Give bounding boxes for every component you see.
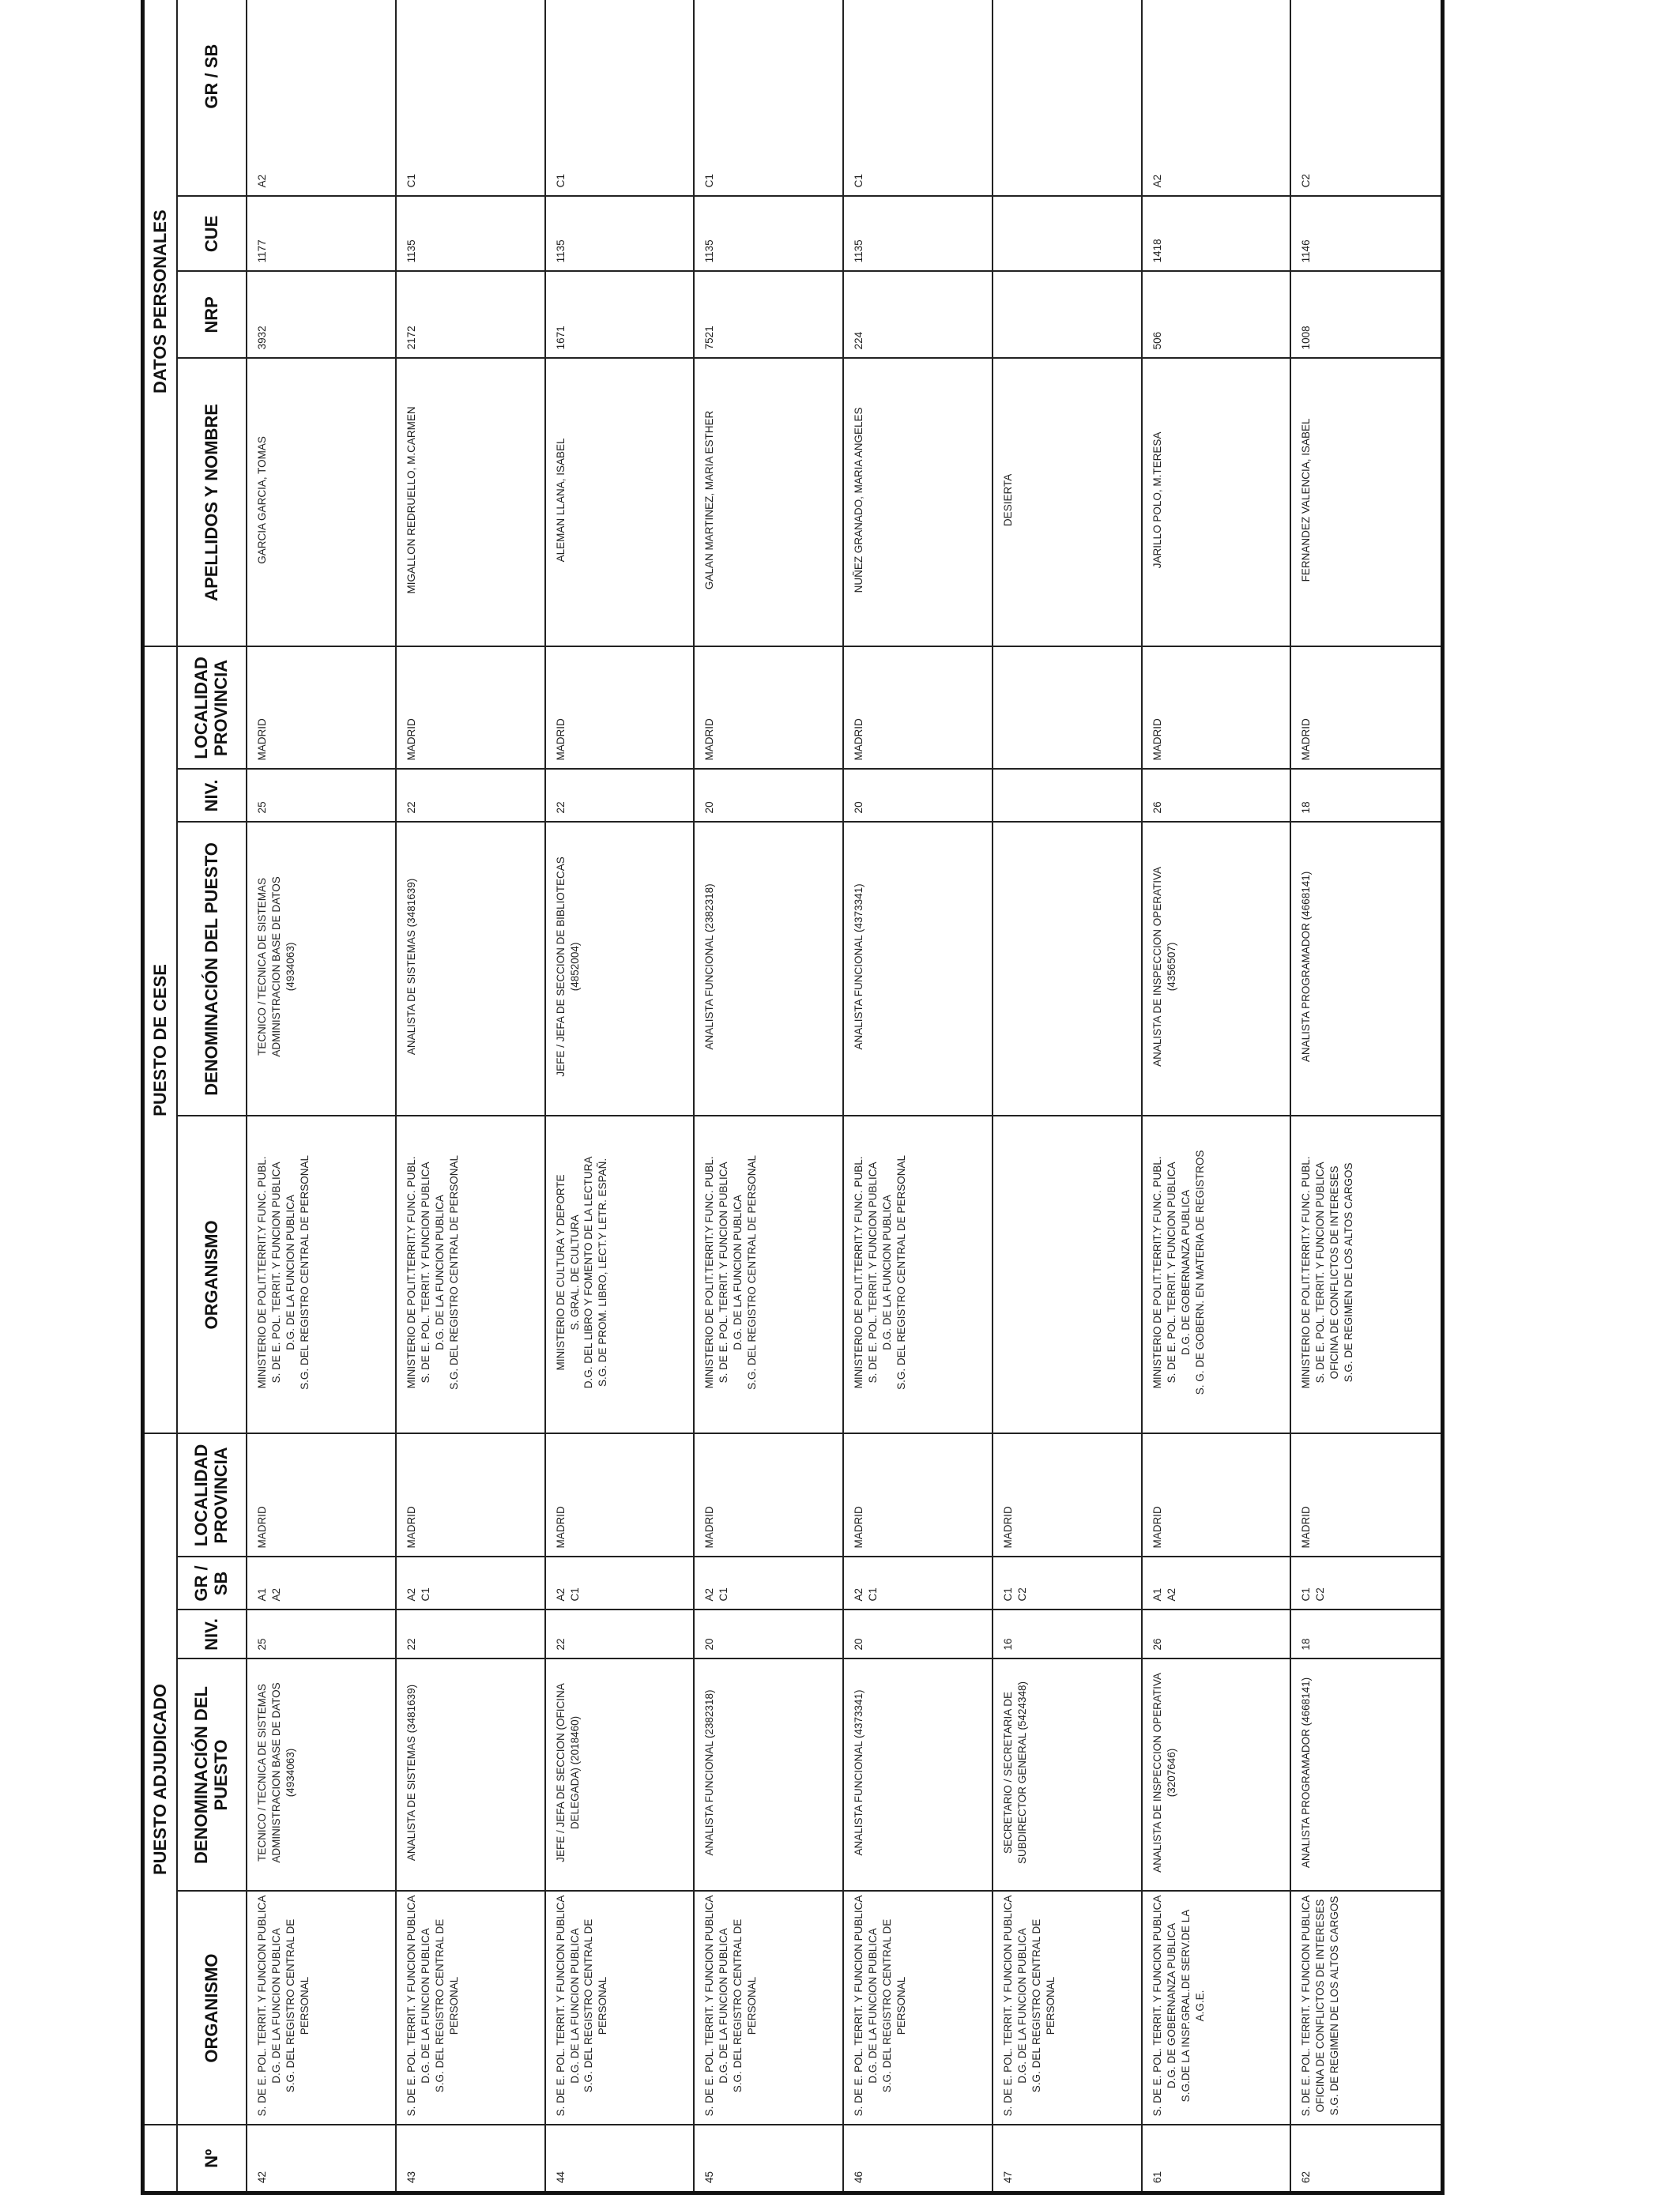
cell-adj-organismo-line: S. DE E. POL. TERRIT. Y FUNCION PUBLICA (703, 1895, 716, 2117)
cell-adj-denominacion-line: (4934063) (284, 1748, 296, 1798)
column-header-cue: CUE (177, 196, 247, 271)
table-row (396, 0, 545, 2193)
cell-adj-gr-sb-line: A2 (853, 1587, 865, 1602)
cell-adj-organismo (247, 1892, 396, 2125)
cell-adj-gr-sb-line: C1 (568, 1587, 581, 1602)
cell-nrp: 1008 (1290, 271, 1442, 358)
blank-corner (143, 2125, 178, 2193)
cell-adj-denominacion (1290, 1659, 1442, 1892)
cell-adj-denominacion-line: ADMINISTRACION BASE DE DATOS (269, 1682, 282, 1863)
cell-cue: 1135 (694, 196, 843, 271)
cell-adj-gr-sb-line: A2 (405, 1587, 417, 1602)
cell-adj-gr-sb-line: C1 (419, 1587, 431, 1602)
cell-ces-organismo-line: MINISTERIO DE POLIT.TERRIT.Y FUNC. PUBL. (703, 1156, 716, 1389)
cell-ces-niv: 25 (247, 769, 396, 822)
cell-cue (993, 196, 1142, 271)
group-header-puesto-adjudicado: PUESTO ADJUDICADO (143, 1433, 178, 2125)
cell-ces-localidad: MADRID (843, 646, 993, 769)
cell-ces-organismo-line: D.G. DE LA FUNCION PUBLICA (881, 1195, 894, 1350)
cell-num: 46 (843, 2125, 993, 2193)
column-header-ces-organismo: ORGANISMO (177, 1116, 247, 1433)
table-row (843, 0, 993, 2193)
cell-adj-denominacion-line: SUBDIRECTOR GENERAL (5424348) (1015, 1681, 1028, 1865)
cell-adj-organismo-line: S. DE E. POL. TERRIT. Y FUNCION PUBLICA (1001, 1895, 1014, 2117)
cell-ces-organismo-line: OFICINA DE CONFLICTOS DE INTERESES (1328, 1165, 1341, 1380)
cell-ces-denominacion-line: JEFE / JEFA DE SECCION DE BIBLIOTECAS (554, 857, 567, 1077)
cell-adj-gr-sb (694, 1557, 843, 1610)
cell-ces-organismo-line: S.G. DEL REGISTRO CENTRAL DE PERSONAL (447, 1155, 460, 1390)
cell-gr-sb: C1 (843, 0, 993, 196)
cell-adj-organismo-line: OFICINA DE CONFLICTOS DE INTERESES (1314, 1899, 1327, 2113)
cell-adj-organismo (694, 1892, 843, 2125)
cell-nrp: 7521 (694, 271, 843, 358)
cell-adj-denominacion (396, 1659, 545, 1892)
cell-ces-organismo (1142, 1116, 1291, 1433)
cell-adj-denominacion-line: SECRETARIO / SECRETARIA DE (1001, 1691, 1014, 1854)
column-header-gr-sb: GR / SB (177, 0, 247, 196)
cell-gr-sb: C2 (1290, 0, 1442, 196)
cell-ces-organismo (247, 1116, 396, 1433)
cell-ces-organismo-line: S. G. DE GOBERN. EN MATERIA DE REGISTROS (1193, 1150, 1206, 1395)
cell-adj-denominacion (1142, 1659, 1291, 1892)
cell-adj-organismo-line: S.G. DEL REGISTRO CENTRAL DE PERSONAL (881, 1918, 907, 2093)
cell-nrp: 3932 (247, 271, 396, 358)
cell-adj-niv: 25 (247, 1610, 396, 1659)
cell-adj-denominacion-line: ANALISTA DE SISTEMAS (3481639) (405, 1684, 417, 1862)
column-header-adj-organismo: ORGANISMO (177, 1892, 247, 2125)
cell-ces-denominacion-line: ANALISTA FUNCIONAL (2382318) (703, 883, 716, 1050)
cell-adj-organismo-line: S.G.DE LA INSP.GRAL.DE SERV.DE LA A.G.E. (1179, 1909, 1206, 2103)
cell-adj-organismo-line: D.G. DE GOBERNANZA PUBLICA (1165, 1922, 1177, 2089)
cell-ces-organismo-line: MINISTERIO DE POLIT.TERRIT.Y FUNC. PUBL. (853, 1156, 865, 1389)
cell-ces-denominacion (396, 822, 545, 1116)
column-header-ces-niv: NIV. (177, 769, 247, 822)
cell-adj-organismo-line: S.G. DEL REGISTRO CENTRAL DE PERSONAL (1030, 1918, 1057, 2093)
column-header-ces-denominacion: DENOMINACIÓN DEL PUESTO (177, 822, 247, 1116)
cell-apellidos-nombre: DESIERTA (993, 358, 1142, 646)
cell-adj-organismo-line: S.G. DE REGIMEN DE LOS ALTOS CARGOS (1328, 1896, 1341, 2116)
column-header-adj-localidad: LOCALIDAD PROVINCIA (177, 1433, 247, 1557)
cell-adj-denominacion (694, 1659, 843, 1892)
cell-adj-denominacion (247, 1659, 396, 1892)
cell-adj-localidad: MADRID (1290, 1433, 1442, 1557)
cell-ces-organismo (1290, 1116, 1442, 1433)
cell-adj-gr-sb (396, 1557, 545, 1610)
cell-ces-organismo-line: S.G. DE REGIMEN DE LOS ALTOS CARGOS (1343, 1162, 1355, 1383)
cell-ces-organismo-line: S.G. DE PROM. LIBRO, LECT.Y LETR. ESPAÑ. (597, 1158, 609, 1387)
cell-adj-gr-sb (247, 1557, 396, 1610)
table-row (694, 0, 843, 2193)
column-header-apellidos-nombre: APELLIDOS Y NOMBRE (177, 358, 247, 646)
cell-apellidos-nombre: GARCIA GARCIA, TOMAS (247, 358, 396, 646)
cell-ces-denominacion-line: ANALISTA PROGRAMADOR (4668141) (1300, 871, 1313, 1063)
cell-cue: 1146 (1290, 196, 1442, 271)
column-header-adj-gr-sb: GR / SB (177, 1557, 247, 1610)
cell-ces-denominacion-line: ADMINISTRACION BASE DE DATOS (269, 876, 282, 1057)
column-header-nrp: NRP (177, 271, 247, 358)
cell-ces-localidad: MADRID (694, 646, 843, 769)
cell-adj-gr-sb-line: A2 (554, 1587, 567, 1602)
cell-adj-gr-sb-line: A1 (256, 1587, 268, 1602)
cell-ces-organismo-line: D.G. DEL LIBRO Y FOMENTO DE LA LECTURA (582, 1156, 595, 1389)
cell-adj-localidad: MADRID (1142, 1433, 1291, 1557)
cell-adj-organismo (545, 1892, 695, 2125)
cell-adj-organismo-line: S. DE E. POL. TERRIT. Y FUNCION PUBLICA (853, 1895, 865, 2117)
column-header-ces-localidad: LOCALIDAD PROVINCIA (177, 646, 247, 769)
cell-adj-gr-sb-line: C1 (867, 1587, 880, 1602)
table-row (993, 0, 1142, 2193)
cell-adj-localidad: MADRID (247, 1433, 396, 1557)
cell-gr-sb (993, 0, 1142, 196)
cell-ces-localidad: MADRID (1142, 646, 1291, 769)
cell-ces-organismo-line: MINISTERIO DE POLIT.TERRIT.Y FUNC. PUBL. (1151, 1156, 1163, 1389)
cell-adj-organismo-line: S. DE E. POL. TERRIT. Y FUNCION PUBLICA (405, 1895, 417, 2117)
cell-ces-denominacion (1142, 822, 1291, 1116)
cell-ces-niv: 18 (1290, 769, 1442, 822)
column-header-adj-niv: NIV. (177, 1610, 247, 1659)
cell-ces-denominacion-line: (4934063) (284, 942, 296, 992)
cell-ces-denominacion (694, 822, 843, 1116)
column-header-row (177, 0, 247, 2193)
cell-num: 43 (396, 2125, 545, 2193)
cell-adj-niv: 20 (694, 1610, 843, 1659)
cell-ces-niv: 22 (396, 769, 545, 822)
cell-adj-niv: 18 (1290, 1610, 1442, 1659)
cell-ces-localidad: MADRID (1290, 646, 1442, 769)
cell-ces-denominacion-line: ANALISTA DE SISTEMAS (3481639) (405, 878, 417, 1056)
cell-ces-organismo-line: S. GRAL. DE CULTURA (568, 1214, 581, 1331)
cell-ces-organismo (843, 1116, 993, 1433)
cell-num: 45 (694, 2125, 843, 2193)
cell-adj-gr-sb-line: A2 (1165, 1587, 1177, 1602)
cell-adj-denominacion-line: JEFE / JEFA DE SECCION (OFICINA (554, 1683, 567, 1862)
cell-adj-organismo (993, 1892, 1142, 2125)
cell-gr-sb: A2 (247, 0, 396, 196)
cell-adj-organismo-line: D.G. DE LA FUNCION PUBLICA (419, 1928, 431, 2084)
cell-adj-gr-sb-line: C1 (1001, 1587, 1014, 1602)
cell-ces-localidad: MADRID (396, 646, 545, 769)
cell-adj-localidad: MADRID (993, 1433, 1142, 1557)
cell-adj-gr-sb (545, 1557, 695, 1610)
table-row (1290, 0, 1442, 2193)
cell-cue: 1418 (1142, 196, 1291, 271)
cell-adj-gr-sb-line: C1 (1300, 1587, 1313, 1602)
cell-gr-sb: C1 (545, 0, 695, 196)
cell-nrp: 2172 (396, 271, 545, 358)
cell-ces-niv: 20 (843, 769, 993, 822)
cell-adj-gr-sb-line: C1 (718, 1587, 730, 1602)
cell-adj-organismo (1142, 1892, 1291, 2125)
cell-adj-denominacion (545, 1659, 695, 1892)
cell-adj-organismo-line: D.G. DE LA FUNCION PUBLICA (269, 1928, 282, 2084)
table-row (247, 0, 396, 2193)
cell-adj-gr-sb (993, 1557, 1142, 1610)
table-row (545, 0, 695, 2193)
cell-apellidos-nombre: MIGALLON REDRUELLO, M.CARMEN (396, 358, 545, 646)
cell-gr-sb: A2 (1142, 0, 1291, 196)
cell-ces-organismo-line: S. DE E. POL. TERRIT. Y FUNCION PUBLICA (269, 1162, 282, 1384)
cell-adj-denominacion-line: (3207646) (1165, 1748, 1177, 1798)
cell-adj-organismo-line: S. DE E. POL. TERRIT. Y FUNCION PUBLICA (256, 1895, 268, 2117)
cell-ces-organismo-line: S.G. DEL REGISTRO CENTRAL DE PERSONAL (895, 1155, 907, 1390)
cell-adj-organismo-line: S. DE E. POL. TERRIT. Y FUNCION PUBLICA (1151, 1895, 1163, 2117)
cell-adj-niv: 22 (396, 1610, 545, 1659)
table-row (1142, 0, 1291, 2193)
cell-num: 42 (247, 2125, 396, 2193)
cell-ces-denominacion (1290, 822, 1442, 1116)
cell-apellidos-nombre: GALAN MARTINEZ, MARIA ESTHER (694, 358, 843, 646)
cell-adj-niv: 26 (1142, 1610, 1291, 1659)
cell-adj-gr-sb (1142, 1557, 1291, 1610)
cell-ces-niv: 22 (545, 769, 695, 822)
cell-adj-denominacion (843, 1659, 993, 1892)
cell-adj-niv: 22 (545, 1610, 695, 1659)
cell-apellidos-nombre: NUÑEZ GRANADO, MARIA ANGELES (843, 358, 993, 646)
cell-ces-localidad: MADRID (247, 646, 396, 769)
cell-ces-denominacion-line: (4852004) (568, 942, 581, 992)
cell-ces-denominacion-line: (4356507) (1165, 942, 1177, 992)
cell-adj-localidad: MADRID (694, 1433, 843, 1557)
cell-adj-organismo-line: D.G. DE LA FUNCION PUBLICA (718, 1928, 730, 2084)
column-header-num: Nº (177, 2125, 247, 2193)
cell-num: 62 (1290, 2125, 1442, 2193)
cell-ces-organismo-line: MINISTERIO DE POLIT.TERRIT.Y FUNC. PUBL. (405, 1156, 417, 1389)
cell-adj-gr-sb (1290, 1557, 1442, 1610)
cell-adj-niv: 16 (993, 1610, 1142, 1659)
cell-adj-denominacion-line: ANALISTA PROGRAMADOR (4668141) (1300, 1677, 1313, 1869)
cell-apellidos-nombre: JARILLO POLO, M.TERESA (1142, 358, 1291, 646)
cell-ces-organismo-line: MINISTERIO DE POLIT.TERRIT.Y FUNC. PUBL. (256, 1156, 268, 1389)
cell-adj-niv: 20 (843, 1610, 993, 1659)
cell-adj-organismo-line: S.G. DEL REGISTRO CENTRAL DE PERSONAL (732, 1918, 759, 2093)
group-header-row (143, 0, 178, 2193)
cell-adj-localidad: MADRID (843, 1433, 993, 1557)
cell-ces-organismo-line: S.G. DEL REGISTRO CENTRAL DE PERSONAL (746, 1155, 759, 1390)
cell-adj-gr-sb-line: A2 (269, 1587, 282, 1602)
rotated-document (141, 5, 1445, 2195)
cell-ces-organismo-line: S. DE E. POL. TERRIT. Y FUNCION PUBLICA (1314, 1162, 1327, 1384)
cell-adj-organismo-line: S. DE E. POL. TERRIT. Y FUNCION PUBLICA (1300, 1895, 1313, 2117)
cell-ces-organismo-line: D.G. DE LA FUNCION PUBLICA (732, 1195, 744, 1350)
cell-adj-organismo-line: S.G. DEL REGISTRO CENTRAL DE PERSONAL (433, 1918, 460, 2093)
cell-adj-denominacion-line: DELEGADA) (2018460) (568, 1715, 581, 1830)
cell-ces-organismo-line: S. DE E. POL. TERRIT. Y FUNCION PUBLICA (867, 1162, 880, 1384)
cell-ces-niv (993, 769, 1142, 822)
cell-adj-organismo (1290, 1892, 1442, 2125)
cell-adj-denominacion (993, 1659, 1142, 1892)
group-header-datos-personales: DATOS PERSONALES (143, 0, 178, 646)
cell-ces-organismo (694, 1116, 843, 1433)
cell-ces-organismo (993, 1116, 1142, 1433)
adjudication-table (141, 0, 1445, 2195)
cell-adj-gr-sb-line: A2 (703, 1587, 716, 1602)
cell-ces-organismo (396, 1116, 545, 1433)
cell-cue: 1135 (843, 196, 993, 271)
cell-adj-organismo-line: D.G. DE LA FUNCION PUBLICA (867, 1928, 880, 2084)
cell-nrp (993, 271, 1142, 358)
cell-nrp: 506 (1142, 271, 1291, 358)
cell-cue: 1177 (247, 196, 396, 271)
group-header-puesto-de-cese: PUESTO DE CESE (143, 646, 178, 1433)
cell-adj-organismo-line: S.G. DEL REGISTRO CENTRAL DE PERSONAL (284, 1918, 311, 2093)
cell-ces-organismo (545, 1116, 695, 1433)
cell-adj-denominacion-line: TECNICO / TECNICA DE SISTEMAS (256, 1684, 268, 1862)
cell-ces-organismo-line: S. DE E. POL. TERRIT. Y FUNCION PUBLICA (1165, 1162, 1177, 1384)
cell-ces-organismo-line: D.G. DE LA FUNCION PUBLICA (284, 1195, 296, 1350)
cell-adj-organismo-line: D.G. DE LA FUNCION PUBLICA (1015, 1928, 1028, 2084)
cell-ces-organismo-line: D.G. DE LA FUNCION PUBLICA (433, 1195, 446, 1350)
cell-adj-gr-sb-line: C2 (1015, 1587, 1028, 1602)
cell-adj-denominacion-line: ANALISTA FUNCIONAL (4373341) (853, 1689, 865, 1856)
table-body (247, 0, 1443, 2193)
cell-adj-denominacion-line: ANALISTA FUNCIONAL (2382318) (703, 1689, 716, 1856)
cell-nrp: 1671 (545, 271, 695, 358)
cell-ces-denominacion (545, 822, 695, 1116)
column-header-adj-denominacion: DENOMINACIÓN DEL PUESTO (177, 1659, 247, 1892)
cell-adj-gr-sb-line: C2 (1314, 1587, 1327, 1602)
cell-ces-denominacion (843, 822, 993, 1116)
cell-apellidos-nombre: FERNANDEZ VALENCIA, ISABEL (1290, 358, 1442, 646)
cell-gr-sb: C1 (396, 0, 545, 196)
cell-ces-denominacion-line: TECNICO / TECNICA DE SISTEMAS (256, 878, 268, 1056)
cell-ces-organismo-line: S. DE E. POL. TERRIT. Y FUNCION PUBLICA (419, 1162, 431, 1384)
cell-num: 61 (1142, 2125, 1291, 2193)
cell-ces-localidad (993, 646, 1142, 769)
cell-ces-localidad: MADRID (545, 646, 695, 769)
cell-gr-sb: C1 (694, 0, 843, 196)
cell-adj-organismo-line: S. DE E. POL. TERRIT. Y FUNCION PUBLICA (554, 1895, 567, 2117)
cell-nrp: 224 (843, 271, 993, 358)
cell-apellidos-nombre: ALEMAN LLANA, ISABEL (545, 358, 695, 646)
cell-ces-denominacion (247, 822, 396, 1116)
cell-cue: 1135 (396, 196, 545, 271)
cell-adj-gr-sb-line: A1 (1151, 1587, 1163, 1602)
cell-ces-organismo-line: D.G. DE GOBERNANZA PUBLICA (1179, 1189, 1192, 1356)
cell-adj-organismo (843, 1892, 993, 2125)
cell-adj-localidad: MADRID (396, 1433, 545, 1557)
cell-ces-organismo-line: MINISTERIO DE CULTURA Y DEPORTE (554, 1174, 567, 1371)
cell-ces-denominacion (993, 822, 1142, 1116)
cell-ces-niv: 20 (694, 769, 843, 822)
cell-adj-organismo (396, 1892, 545, 2125)
cell-adj-organismo-line: S.G. DEL REGISTRO CENTRAL DE PERSONAL (582, 1918, 609, 2093)
cell-ces-organismo-line: S.G. DEL REGISTRO CENTRAL DE PERSONAL (298, 1155, 311, 1390)
cell-num: 44 (545, 2125, 695, 2193)
cell-adj-localidad: MADRID (545, 1433, 695, 1557)
cell-ces-organismo-line: S. DE E. POL. TERRIT. Y FUNCION PUBLICA (718, 1162, 730, 1384)
cell-adj-denominacion-line: ANALISTA DE INSPECCION OPERATIVA (1151, 1673, 1163, 1873)
cell-ces-organismo-line: MINISTERIO DE POLIT.TERRIT.Y FUNC. PUBL. (1300, 1156, 1313, 1389)
cell-ces-denominacion-line: ANALISTA FUNCIONAL (4373341) (853, 883, 865, 1050)
cell-cue: 1135 (545, 196, 695, 271)
cell-ces-niv: 26 (1142, 769, 1291, 822)
cell-adj-gr-sb (843, 1557, 993, 1610)
cell-ces-denominacion-line: ANALISTA DE INSPECCION OPERATIVA (1151, 867, 1163, 1067)
cell-num: 47 (993, 2125, 1142, 2193)
cell-adj-organismo-line: D.G. DE LA FUNCION PUBLICA (568, 1928, 581, 2084)
